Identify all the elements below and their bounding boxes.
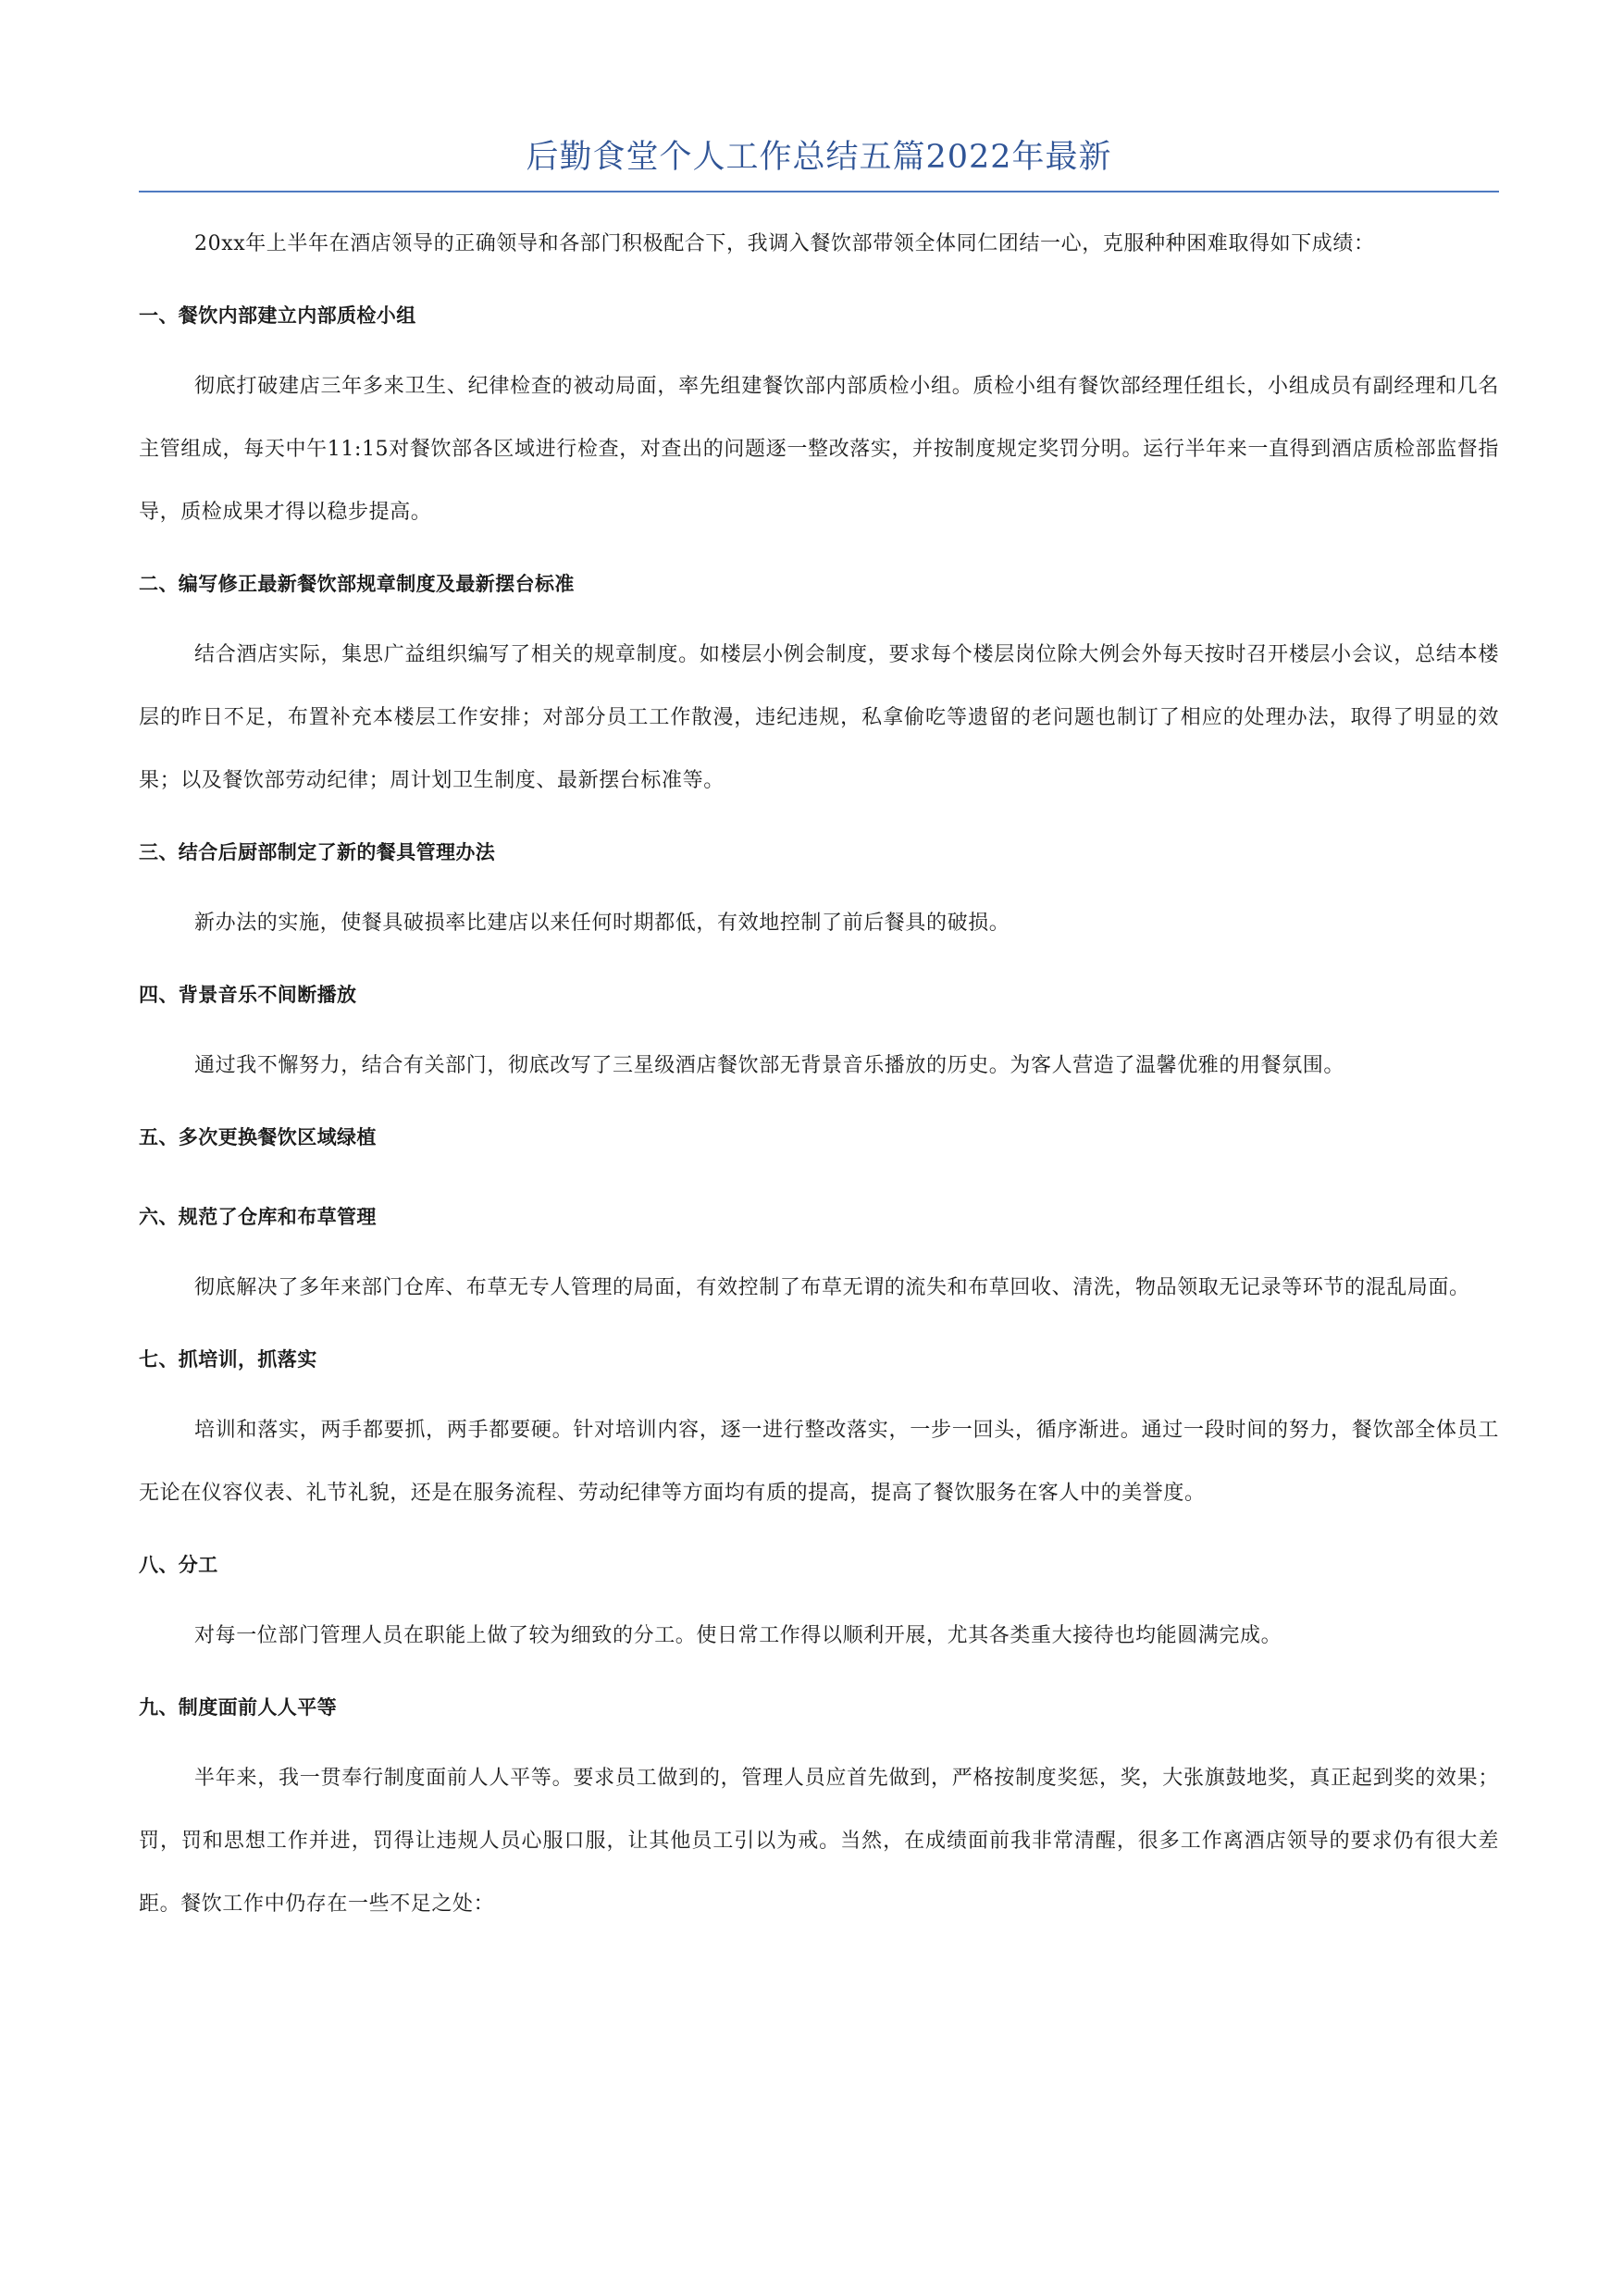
- section-body: 结合酒店实际，集思广益组织编写了相关的规章制度。如楼层小例会制度，要求每个楼层岗位除大例会外每天按时召开楼层小会议，总结本楼层的昨日不足，布置补充本楼层工作安排；对部分员工工作散漫，违纪违规，私拿偷吃等遗留的老问题也制订了相应的处理办法，取得了明显的效果；以及餐饮部劳动纪律；周计划卫生制度、最新摆台标准等。: [139, 643, 1499, 792]
- document-title: 后勤食堂个人工作总结五篇2022年最新: [526, 139, 1112, 176]
- section-heading: 四、背景音乐不间断播放: [139, 984, 357, 1006]
- section: [139, 955, 1499, 1098]
- document-page: [139, 130, 1499, 1936]
- section-body: 通过我不懈努力，结合有关部门，彻底改写了三星级酒店餐饮部无背景音乐播放的历史。为客人营造了温馨优雅的用餐氛围。: [194, 1054, 1345, 1077]
- title-underline: [139, 191, 1499, 192]
- section: [139, 1098, 1499, 1177]
- section-body: 彻底打破建店三年多来卫生、纪律检查的被动局面，率先组建餐饮部内部质检小组。质检小组有餐饮部经理任组长，小组成员有副经理和几名主管组成，每天中午11:15对餐饮部各区域进行检查，对查出的问题逐一整改落实，并按制度规定奖罚分明。运行半年来一直得到酒店质检部监督指导，质检成果才得以稳步提高。: [139, 375, 1499, 524]
- section-heading: 三、结合后厨部制定了新的餐具管理办法: [139, 841, 496, 863]
- section-heading: 七、抓培训，抓落实: [139, 1348, 317, 1371]
- section-body: 新办法的实施，使餐具破损率比建店以来任何时期都低，有效地控制了前后餐具的破损。: [194, 912, 1010, 935]
- section-heading: 九、制度面前人人平等: [139, 1696, 337, 1719]
- section: [139, 813, 1499, 955]
- section-heading: 一、餐饮内部建立内部质检小组: [139, 304, 416, 327]
- section-heading: 二、编写修正最新餐饮部规章制度及最新摆台标准: [139, 573, 575, 595]
- section-body: 半年来，我一贯奉行制度面前人人平等。要求员工做到的，管理人员应首先做到，严格按制度奖惩，奖，大张旗鼓地奖，真正起到奖的效果；罚，罚和思想工作并进，罚得让违规人员心服口服，让其他员工引以为戒。当然，在成绩面前我非常清醒，很多工作离酒店领导的要求仍有很大差距。餐饮工作中仍存在一些不足之处：: [139, 1767, 1499, 1916]
- section-body: 彻底解决了多年来部门仓库、布草无专人管理的局面，有效控制了布草无谓的流失和布草回收、清洗，物品领取无记录等环节的混乱局面。: [194, 1276, 1470, 1299]
- section: [139, 1177, 1499, 1320]
- section: [139, 1320, 1499, 1525]
- section-heading: 八、分工: [139, 1554, 218, 1576]
- section-body: 对每一位部门管理人员在职能上做了较为细致的分工。使日常工作得以顺利开展，尤其各类重大接待也均能圆满完成。: [194, 1624, 1282, 1647]
- section: [139, 276, 1499, 544]
- section-heading: 五、多次更换餐饮区域绿植: [139, 1126, 377, 1148]
- section: [139, 1525, 1499, 1668]
- section-body: 培训和落实，两手都要抓，两手都要硬。针对培训内容，逐一进行整改落实，一步一回头，循序渐进。通过一段时间的努力，餐饮部全体员工无论在仪容仪表、礼节礼貌，还是在服务流程、劳动纪律等方面均有质的提高，提高了餐饮服务在客人中的美誉度。: [139, 1419, 1499, 1505]
- section-heading: 六、规范了仓库和布草管理: [139, 1206, 377, 1228]
- section: [139, 544, 1499, 813]
- intro-paragraph: 20xx年上半年在酒店领导的正确领导和各部门积极配合下，我调入餐饮部带领全体同仁团结一心，克服种种困难取得如下成绩：: [194, 232, 1375, 255]
- section: [139, 1668, 1499, 1936]
